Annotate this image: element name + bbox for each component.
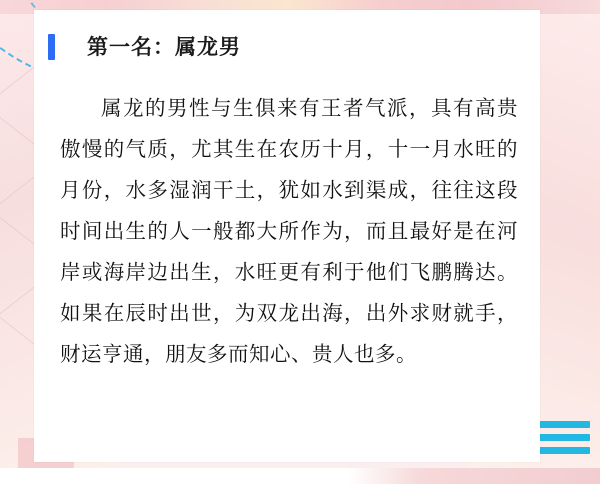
title-text: 第一名：属龙男 [87,35,241,59]
title-accent-bar-icon [48,34,55,60]
background-bottom-strip [0,468,600,484]
page-title [34,10,540,62]
body-paragraph: 属龙的男性与生俱来有王者气派，具有高贵傲慢的气质，尤其生在农历十月，十一月水旺的月份，水多湿润干土，犹如水到渠成，往往这段时间出生的人一般都大所作为，而且最好是在河岸或海岸边出生，水旺更有利于他们飞鹏腾达。如果在辰时出世，为双龙出海，出外求财就手，财运亨通，朋友多而知心、贵人也多。 [60,97,518,366]
content-card [34,10,540,462]
